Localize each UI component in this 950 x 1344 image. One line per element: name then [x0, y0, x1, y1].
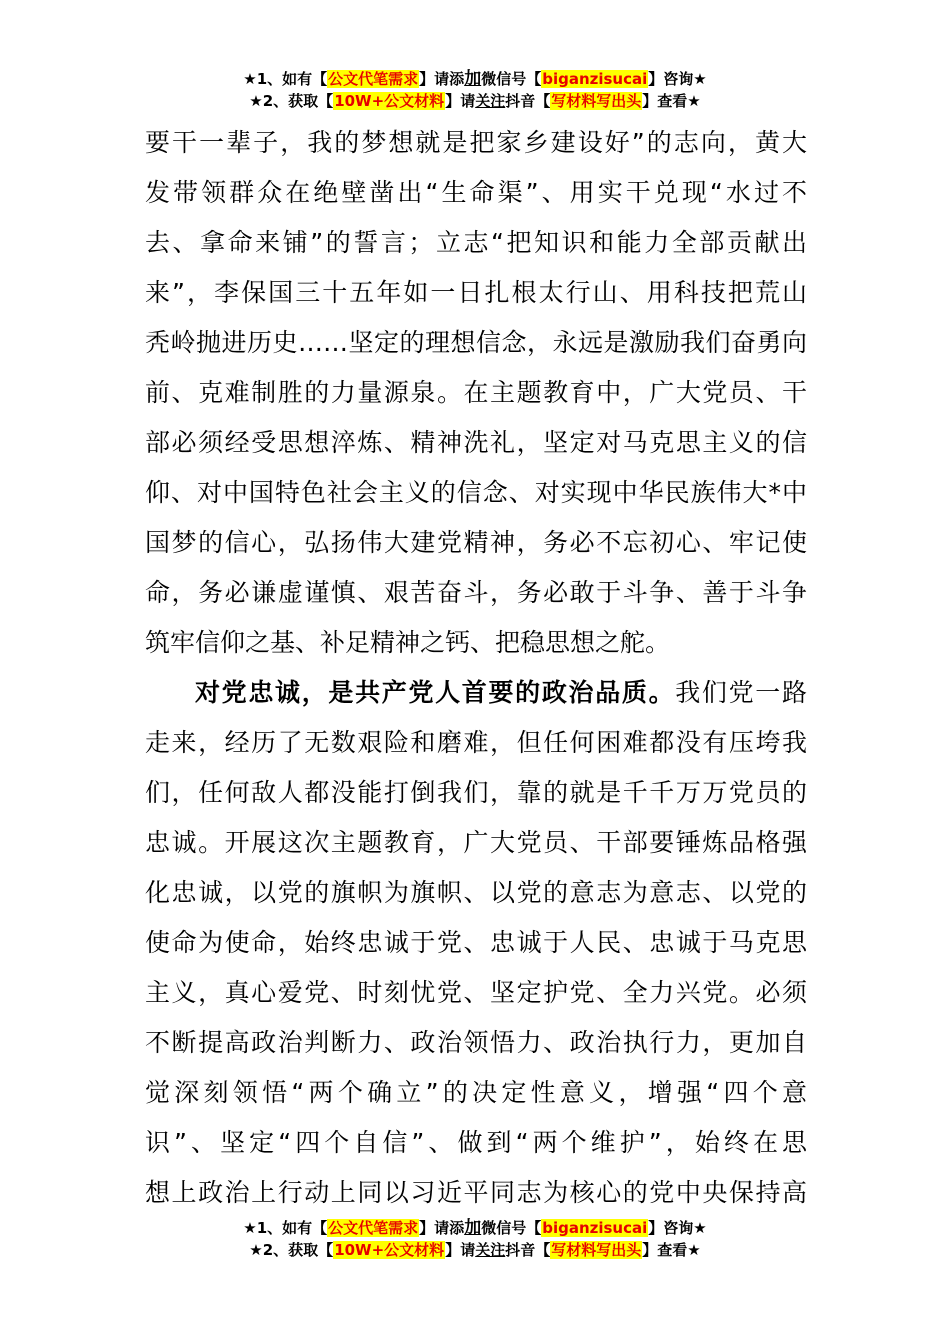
body-line: 识”、坚定“四个自信”、做到“两个维护”，始终在思 [145, 1128, 807, 1157]
header-line-1-text: 】请添 [419, 70, 465, 88]
body-line: 秃岭抛进历史……坚定的理想信念，永远是激励我们奋勇向 [145, 328, 807, 357]
body-line: 不断提高政治判断力、政治领悟力、政治执行力，更加自 [145, 1028, 807, 1057]
footer-highlight-materials: 10W+公文材料 [334, 1241, 445, 1259]
body-line: 走来，经历了无数艰险和磨难，但任何困难都没有压垮我 [145, 728, 807, 757]
body-line: 觉深刻领悟“两个确立”的决定性意义，增强“四个意 [145, 1078, 807, 1107]
footer-line-1 [0, 1217, 950, 1239]
body-line: 想上政治上行动上同以习近平同志为核心的党中央保持高 [145, 1178, 807, 1207]
footer-highlight-ghostwriting: 公文代笔需求 [328, 1219, 419, 1237]
paragraph-2-first-text: 我们党一路 [675, 678, 807, 707]
body-line: 发带领群众在绝壁凿出“生命渠”、用实干兑现“水过不 [145, 178, 807, 207]
footer-line-1-suffix: 】咨询★ [648, 1219, 707, 1237]
footer-highlight-wechat-id: biganzisucai [542, 1219, 648, 1237]
footer-highlight-douyin-account: 写材料写出头 [551, 1241, 642, 1259]
body-line: 仰、对中国特色社会主义的信念、对实现中华民族伟大*中 [145, 478, 807, 507]
header-line-2 [0, 90, 950, 112]
header-highlight-wechat-id: biganzisucai [542, 70, 648, 88]
body-line: 主义，真心爱党、时刻忧党、坚定护党、全力兴党。必须 [145, 978, 807, 1007]
footer-line-2-douyin-label: 抖音【 [505, 1241, 551, 1259]
header-line-1-underlined: 加 [464, 69, 482, 89]
document-body [145, 118, 807, 1218]
body-line: 命，务必谦虚谨慎、艰苦奋斗，务必敢于斗争、善于斗争 [145, 578, 807, 607]
header-line-1-suffix: 】咨询★ [648, 70, 707, 88]
header-banner [0, 68, 950, 112]
body-line: 前、克难制胜的力量源泉。在主题教育中，广大党员、干 [145, 378, 807, 407]
body-line: 部必须经受思想淬炼、精神洗礼，坚定对马克思主义的信 [145, 428, 807, 457]
body-line: 化忠诚，以党的旗帜为旗帜、以党的意志为意志、以党的 [145, 878, 807, 907]
header-line-1-prefix: ★1、如有【 [243, 70, 328, 88]
footer-banner [0, 1217, 950, 1261]
footer-line-1-text: 】请添 [419, 1219, 465, 1237]
header-line-2-douyin-label: 抖音【 [505, 92, 551, 110]
footer-line-2-prefix: ★2、获取【 [249, 1241, 334, 1259]
body-line: 使命为使命，始终忠诚于党、忠诚于人民、忠诚于马克思 [145, 928, 807, 957]
body-line: 国梦的信心，弘扬伟大建党精神，务必不忘初心、牢记使 [145, 528, 807, 557]
body-line: 忠诚。开展这次主题教育，广大党员、干部要锤炼品格强 [145, 828, 807, 857]
footer-line-2-suffix: 】查看★ [642, 1241, 701, 1259]
footer-line-1-prefix: ★1、如有【 [243, 1219, 328, 1237]
header-line-1-wechat-label: 微信号【 [481, 70, 542, 88]
header-highlight-douyin-account: 写材料写出头 [551, 92, 642, 110]
header-line-2-underlined: 关注 [475, 92, 506, 110]
header-highlight-materials: 10W+公文材料 [334, 92, 445, 110]
footer-line-1-underlined: 加 [464, 1218, 482, 1238]
body-line-last: 筑牢信仰之基、补足精神之钙、把稳思想之舵。 [145, 628, 671, 657]
paragraph-2-bold-heading: 对党忠诚，是共产党人首要的政治品质。 [195, 678, 676, 707]
paragraph-2-first-line [145, 668, 807, 718]
body-line: 来”，李保国三十五年如一日扎根太行山、用科技把荒山 [145, 278, 807, 307]
header-line-1 [0, 68, 950, 90]
footer-line-2 [0, 1239, 950, 1261]
header-line-2-text: 】请 [445, 92, 476, 110]
header-line-2-suffix: 】查看★ [642, 92, 701, 110]
header-highlight-ghostwriting: 公文代笔需求 [328, 70, 419, 88]
footer-line-2-underlined: 关注 [475, 1241, 506, 1259]
body-line: 要干一辈子，我的梦想就是把家乡建设好”的志向，黄大 [145, 128, 807, 157]
body-line: 们，任何敌人都没能打倒我们，靠的就是千千万万党员的 [145, 778, 807, 807]
footer-line-1-wechat-label: 微信号【 [481, 1219, 542, 1237]
header-line-2-prefix: ★2、获取【 [249, 92, 334, 110]
footer-line-2-text: 】请 [445, 1241, 476, 1259]
body-line: 去、拿命来铺”的誓言；立志“把知识和能力全部贡献出 [145, 228, 807, 257]
